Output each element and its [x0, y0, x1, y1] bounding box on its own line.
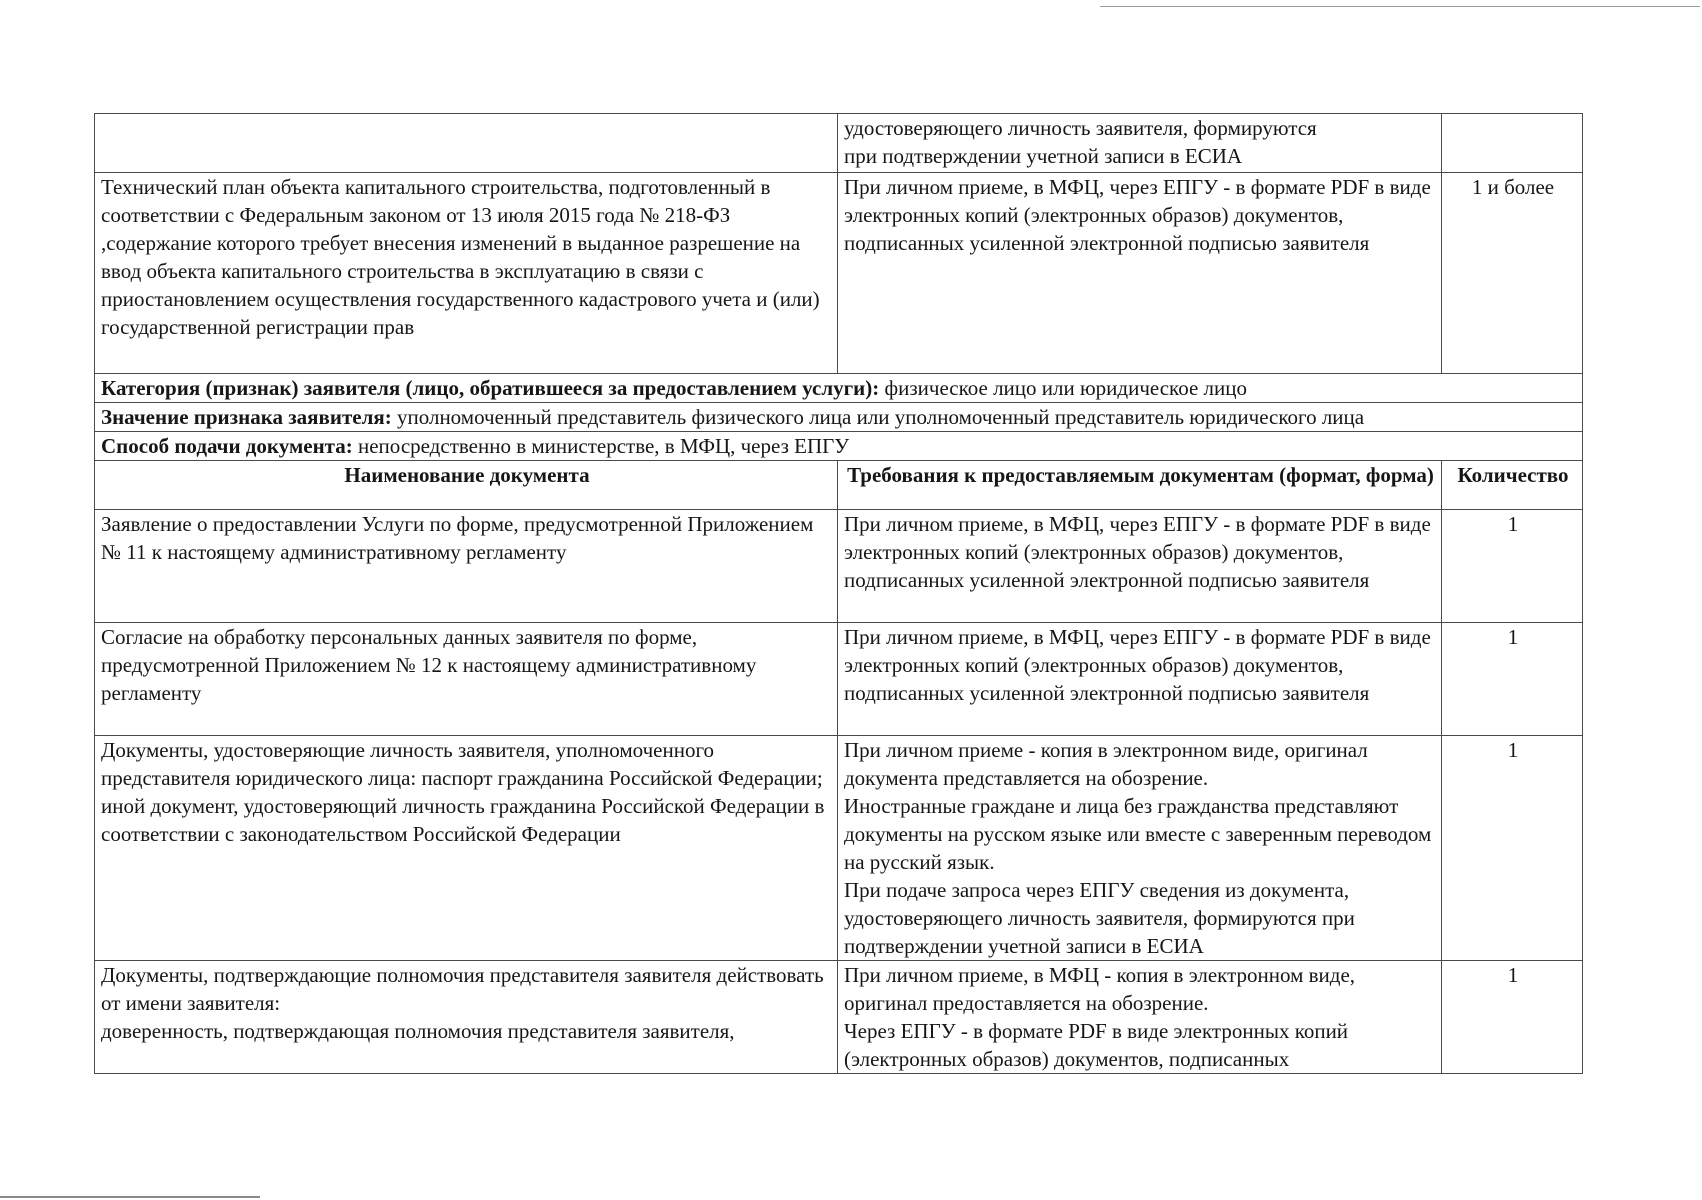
submission-method-value: непосредственно в министерстве, в МФЦ, через ЕПГУ [352, 434, 850, 458]
requirements-cell: При личном приеме, в МФЦ - копия в электронном виде, оригинал предоставляется на обозрение. Через ЕПГУ - в формате PDF в виде электронных копий (электронных образов) документов, подписанных [838, 961, 1442, 1074]
quantity-cell-empty [1442, 114, 1583, 173]
requirements-cell: При личном приеме, в МФЦ, через ЕПГУ - в формате PDF в виде электронных копий (электронных образов) документов, подписанных усиленной электронной подписью заявителя [838, 173, 1442, 374]
category-label: Категория (признак) заявителя (лицо, обратившееся за предоставлением услуги): [101, 376, 880, 400]
category-row [95, 374, 1583, 403]
requirements-cell: При личном приеме - копия в электронном виде, оригинал документа представляется на обозрение. Иностранные граждане и лица без гражданства представляют документы на русском языке или вместе с заверенным переводом на русский язык. При подаче запроса через ЕПГУ сведения из документа, удостоверяющего личность заявителя, формируются при подтверждении учетной записи в ЕСИА [838, 736, 1442, 961]
quantity-cell: 1 [1442, 510, 1583, 623]
category-cell [95, 374, 1583, 403]
scan-edge-line-top [1100, 6, 1700, 7]
quantity-cell: 1 [1442, 961, 1583, 1074]
table-row [95, 961, 1583, 1074]
attribute-value-label: Значение признака заявителя: [101, 405, 392, 429]
attribute-value-text: уполномоченный представитель физического лица или уполномоченный представитель юридического лица [391, 405, 1365, 429]
header-quantity: Количество [1442, 461, 1583, 510]
requirements-cell: удостоверяющего личность заявителя, формируются при подтверждении учетной записи в ЕСИА [838, 114, 1442, 173]
document-name-cell: Технический план объекта капитального строительства, подготовленный в соответствии с Федеральным законом от 13 июля 2015 года № 218-ФЗ ,содержание которого требует внесения изменений в выданное разрешение на ввод объекта капитального строительства в эксплуатацию в связи с приостановлением осуществления государственного кадастрового учета и (или) государственной регистрации прав [95, 173, 838, 374]
attribute-value-row [95, 403, 1583, 432]
name-cell-empty [95, 114, 838, 173]
header-document-name: Наименование документа [95, 461, 838, 510]
quantity-cell: 1 [1442, 623, 1583, 736]
document-name-cell: Заявление о предоставлении Услуги по форме, предусмотренной Приложением № 11 к настоящему административному регламенту [95, 510, 838, 623]
document-page [94, 113, 1582, 1074]
document-name-cell: Согласие на обработку персональных данных заявителя по форме, предусмотренной Приложением № 12 к настоящему административному регламенту [95, 623, 838, 736]
requirements-cell: При личном приеме, в МФЦ, через ЕПГУ - в формате PDF в виде электронных копий (электронных образов) документов, подписанных усиленной электронной подписью заявителя [838, 510, 1442, 623]
quantity-cell: 1 [1442, 736, 1583, 961]
document-name-cell: Документы, подтверждающие полномочия представителя заявителя действовать от имени заявителя: доверенность, подтверждающая полномочия представителя заявителя, [95, 961, 838, 1074]
category-value: физическое лицо или юридическое лицо [879, 376, 1247, 400]
header-requirements: Требования к предоставляемым документам (формат, форма) [838, 461, 1442, 510]
requirements-cell: При личном приеме, в МФЦ, через ЕПГУ - в формате PDF в виде электронных копий (электронных образов) документов, подписанных усиленной электронной подписью заявителя [838, 623, 1442, 736]
table-row [95, 510, 1583, 623]
submission-method-cell [95, 432, 1583, 461]
submission-method-row [95, 432, 1583, 461]
table-row-tech-plan [95, 173, 1583, 374]
document-name-cell: Документы, удостоверяющие личность заявителя, уполномоченного представителя юридического лица: паспорт гражданина Российской Федерации; иной документ, удостоверяющий личность гражданина Российской Федерации в соответствии с законодательством Российской Федерации [95, 736, 838, 961]
table-row [95, 623, 1583, 736]
scan-edge-line-bottom [0, 1196, 260, 1198]
table-row-continuation [95, 114, 1583, 173]
submission-method-label: Способ подачи документа: [101, 434, 353, 458]
table-row [95, 736, 1583, 961]
documents-table [94, 113, 1583, 1074]
table-header-row [95, 461, 1583, 510]
quantity-cell: 1 и более [1442, 173, 1583, 374]
attribute-value-cell [95, 403, 1583, 432]
